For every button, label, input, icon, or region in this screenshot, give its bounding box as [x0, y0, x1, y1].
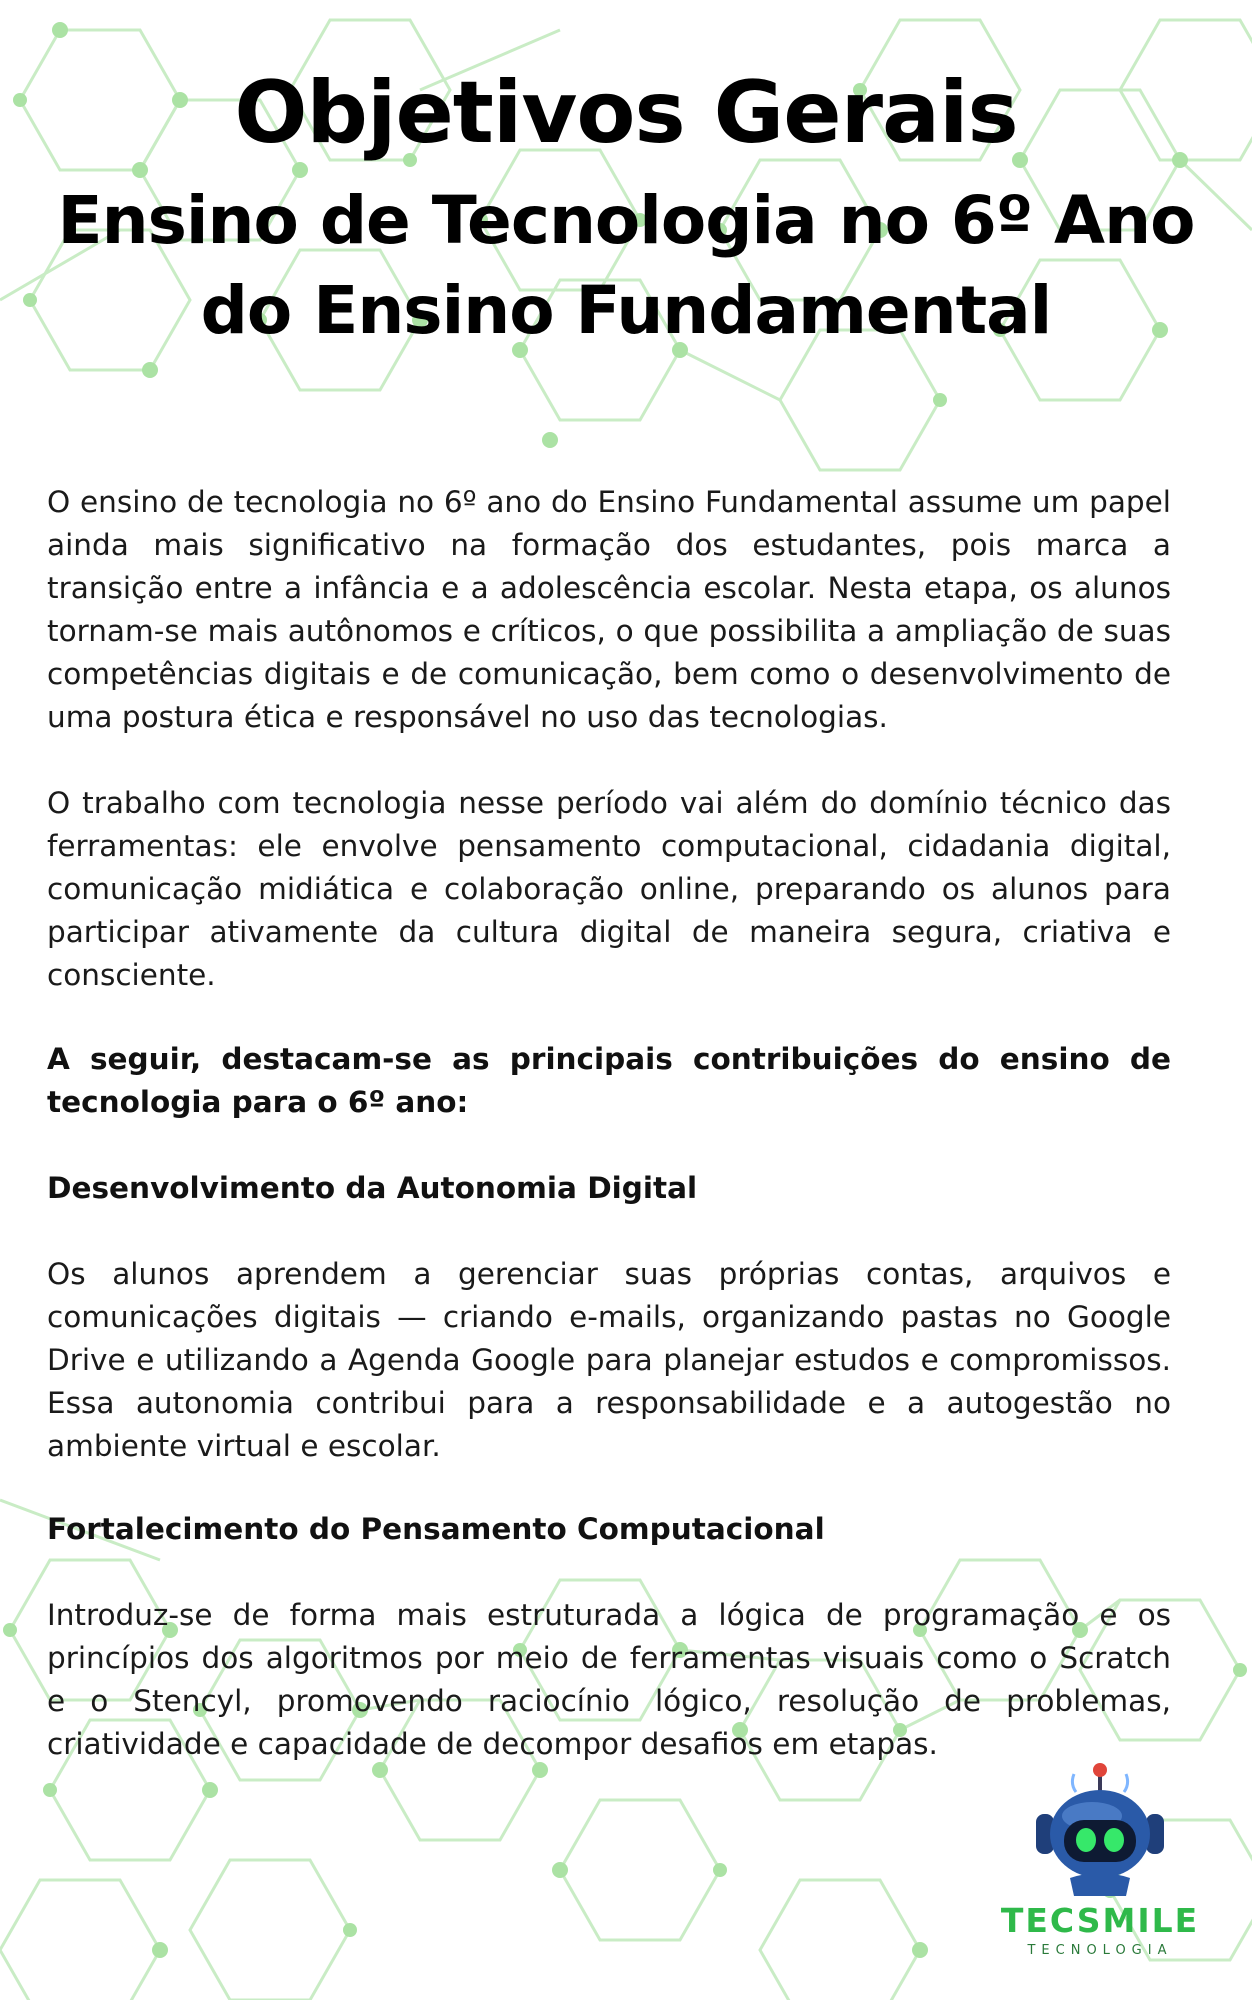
subtitle-line-1: Ensino de Tecnologia no 6º Ano	[57, 182, 1195, 259]
tecsmile-logo	[990, 1760, 1210, 1980]
section-heading-computational-thinking: Fortalecimento do Pensamento Computacional	[47, 1512, 825, 1546]
section-text-computational-thinking: Introduz-se de forma mais estruturada a lógica de programação e os princípios dos algoritmos por meio de ferramentas visuais como o Scratch e o Stencyl, promovendo raciocínio lógico, resolução de problemas, criatividade e capacidade de decompor desafios em etapas.	[47, 1598, 1171, 1761]
subtitle-line-2: do Ensino Fundamental	[200, 272, 1052, 349]
page-title: Objetivos Gerais	[234, 63, 1018, 163]
robot-mascot-icon	[990, 1760, 1210, 1900]
brand-tagline: TECNOLOGIA	[1027, 1943, 1173, 1958]
section-heading-autonomy: Desenvolvimento da Autonomia Digital	[47, 1171, 698, 1205]
page-subtitle	[0, 176, 1252, 356]
intro-paragraph-1: O ensino de tecnologia no 6º ano do Ensino Fundamental assume um papel ainda mais significativo na formação dos estudantes, pois marca a transição entre a infância e a adolescência escolar. Nesta etapa, os alunos tornam-se mais autônomos e críticos, o que possibilita a ampliação de suas competências digitais e de comunicação, bem como o desenvolvimento de uma postura ética e responsável no uso das tecnologias.	[47, 485, 1171, 734]
intro-paragraph-2: O trabalho com tecnologia nesse período vai além do domínio técnico das ferramentas: ele envolve pensamento computacional, cidadania digital, comunicação midiática e colaboração online, preparando os alunos para participar ativamente da cultura digital de maneira segura, criativa e consciente.	[47, 786, 1171, 992]
lead-heading: A seguir, destacam-se as principais contribuições do ensino de tecnologia para o 6º ano:	[47, 1042, 1171, 1119]
brand-name: TECSMILE	[1000, 1901, 1200, 1940]
section-text-autonomy: Os alunos aprendem a gerenciar suas próprias contas, arquivos e comunicações digitais — criando e-mails, organizando pastas no Google Drive e utilizando a Agenda Google para planejar estudos e compromissos. Essa autonomia contribui para a responsabilidade e a autogestão no ambiente virtual e escolar.	[47, 1257, 1171, 1463]
